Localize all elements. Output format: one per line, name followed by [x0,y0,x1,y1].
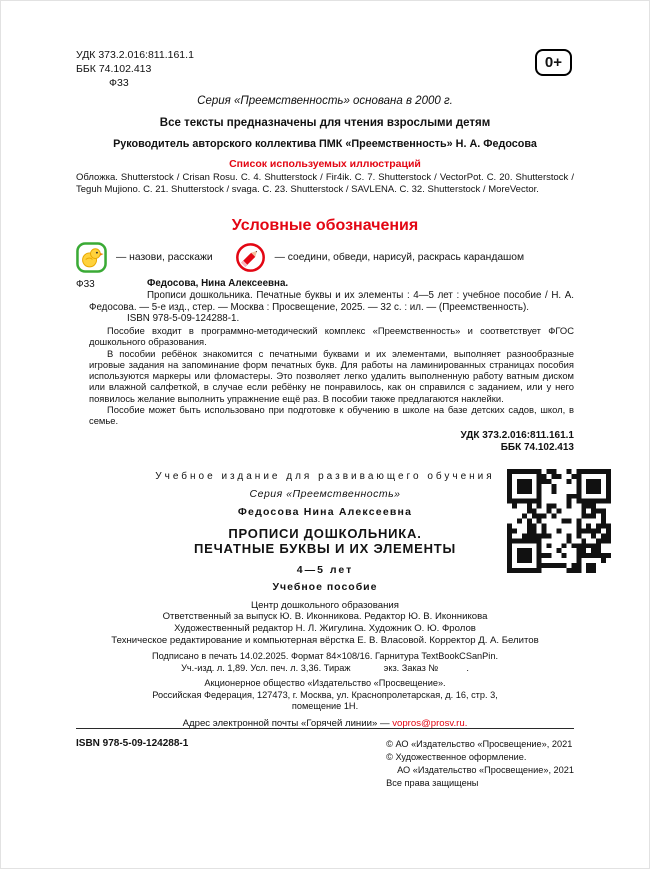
legend-label: — назови, расскажи [116,252,213,263]
hotline-email-prefix: Адрес электронной почты «Горячей линии» — [182,717,393,729]
author-sign-code: Ф33 [109,76,129,89]
publisher-imprint [76,651,574,729]
print-info-line: Подписано в печать 14.02.2025. Формат 84×108/16. Гарнитура TextBookCSanPin. [152,651,498,661]
copyright-line: АО «Издательство «Просвещение», 2021 [397,765,574,776]
classification-codes [76,49,194,91]
card-classification-codes [89,430,574,456]
qr-code-graphic [507,469,611,573]
publisher-address-line: Российская Федерация, 127473, г. Москва, ул. Краснопролетарская, д. 16, стр. 3, [152,689,498,700]
card-isbn: ISBN 978-5-09-124288-1. [127,313,240,325]
footer-row [76,738,574,790]
age-rating-badge: 0+ [535,49,572,76]
book-title [76,526,574,557]
publisher-name: Акционерное общество «Издательство «Просвещение». [204,678,446,688]
pencil-icon [235,242,266,273]
copyright-line: © Художественное оформление. [386,752,527,763]
intro-block [76,95,574,195]
edition-author: Федосова Нина Алексеевна [237,506,413,518]
legend-section [76,217,574,273]
publisher-address [76,678,574,713]
legend-row [76,242,574,273]
age-range: 4—5 лет [296,563,354,576]
edition-kind-line: Учебное издание для развивающего обучения [155,471,495,482]
annotation-paragraph: Пособие входит в программно-методический комплекс «Преемственность» и соответствует ФГОС дошкольного образования. [89,325,574,348]
bbk-code: ББК 74.102.413 [500,442,574,454]
card-author: Федосова, Нина Алексеевна. [147,278,289,289]
staff-line: Техническое редактирование и компьютерная вёрстка Е. В. Власовой. Корректор Д. А. Белитов [111,635,539,647]
copyright-line: © АО «Издательство «Просвещение», 2021 [386,739,573,749]
edition-series-line: Серия «Преемственность» [249,488,401,500]
author-sign-code: Ф33 [76,279,95,290]
edition-type: Учебное пособие [272,580,378,593]
annotation-paragraph: В пособии ребёнок знакомится с печатными буквами и их элементами, выполняет разнообразные игровые задания на запоминание форм печатных букв. Для работы на ламинированных страницах пособия используются маркеры или фломастеры. Это позволяет легко удалить выполненную работу ватным диском или влажной салфеткой, в случае если ребёнку не понравилось, как он справился с заданием, или у него появилось желание выполнить упражнение ещё раз. В пособии также предлагаются наклейки. [89,347,574,404]
footer-divider [76,728,574,729]
print-run-line: Уч.-изд. л. 1,89. Усл. печ. л. 3,36. Тираж экз. Заказ № . [181,662,469,673]
catalog-card [76,278,574,455]
udk-code: УДК 373.2.016:811.161.1 [460,429,574,441]
staff-line: Художественный редактор Н. Л. Жигулина. Художник О. Ю. Фролов [174,622,476,634]
edition-info [76,471,574,647]
adults-note-line: Все тексты предназначены для чтения взрослыми детям [159,117,491,129]
staff-credits [76,611,574,648]
bbk-code: ББК 74.102.413 [76,62,152,75]
illustrations-credits: Обложка. Shutterstock / Crisan Rosu. С. 4. Shutterstock / Fir4ik. С. 7. Shutterstock / VectorPot. С. 20. Shutterstock / Teguh Mujiono. С. 21. Shutterstock / svaga. С. 23. Shutterstock / SAVLENA. С. 32. Shutterstock / MoreVector. [76,172,574,195]
legend-item-name-tell [76,242,213,273]
card-bibliographic-entry: Прописи дошкольника. Печатные буквы и их элементы : 4—5 лет : учебное пособие / Н. А. Федосова. — 5-е изд., стер. — Москва : Просвещение, 2025. — 32 с. : ил. — (Преемственность). [89,289,574,313]
footer-isbn: ISBN 978-5-09-124288-1 [76,738,189,749]
team-leader-line: Руководитель авторского коллектива ПМК «Преемственность» Н. А. Федосова [113,138,537,150]
header-row [76,49,574,91]
annotation-paragraph: Пособие может быть использовано при подготовке к обучению в школе на базе детских садов, школ, в семье. [89,403,574,427]
staff-line: Ответственный за выпуск Ю. В. Иконникова. Редактор Ю. В. Иконникова [162,610,488,622]
copyright-line: Все права защищены [386,778,479,789]
catalog-card-body [76,278,574,455]
illustrations-list-title: Список используемых иллюстраций [229,158,421,170]
chick-icon [76,242,107,273]
legend-label: — соедини, обведи, нарисуй, раскрась карандашом [274,252,525,263]
qr-code [507,469,611,573]
annotation [89,325,574,427]
legend-title: Условные обозначения [231,217,419,234]
legend-item-draw-color [235,242,525,273]
series-founded-line: Серия «Преемственность» основана в 2000 г. [197,95,453,107]
copyright-block [386,738,574,790]
book-title-line2: ПЕЧАТНЫЕ БУКВЫ И ИХ ЭЛЕМЕНТЫ [193,541,457,557]
udk-code: УДК 373.2.016:811.161.1 [76,49,194,61]
hotline-email-address[interactable]: vopros@prosv.ru. [392,717,468,729]
book-title-line1: ПРОПИСИ ДОШКОЛЬНИКА. [228,526,422,541]
publisher-address-line: помещение 1Н. [291,701,359,711]
department-line: Центр дошкольного образования [251,599,399,611]
